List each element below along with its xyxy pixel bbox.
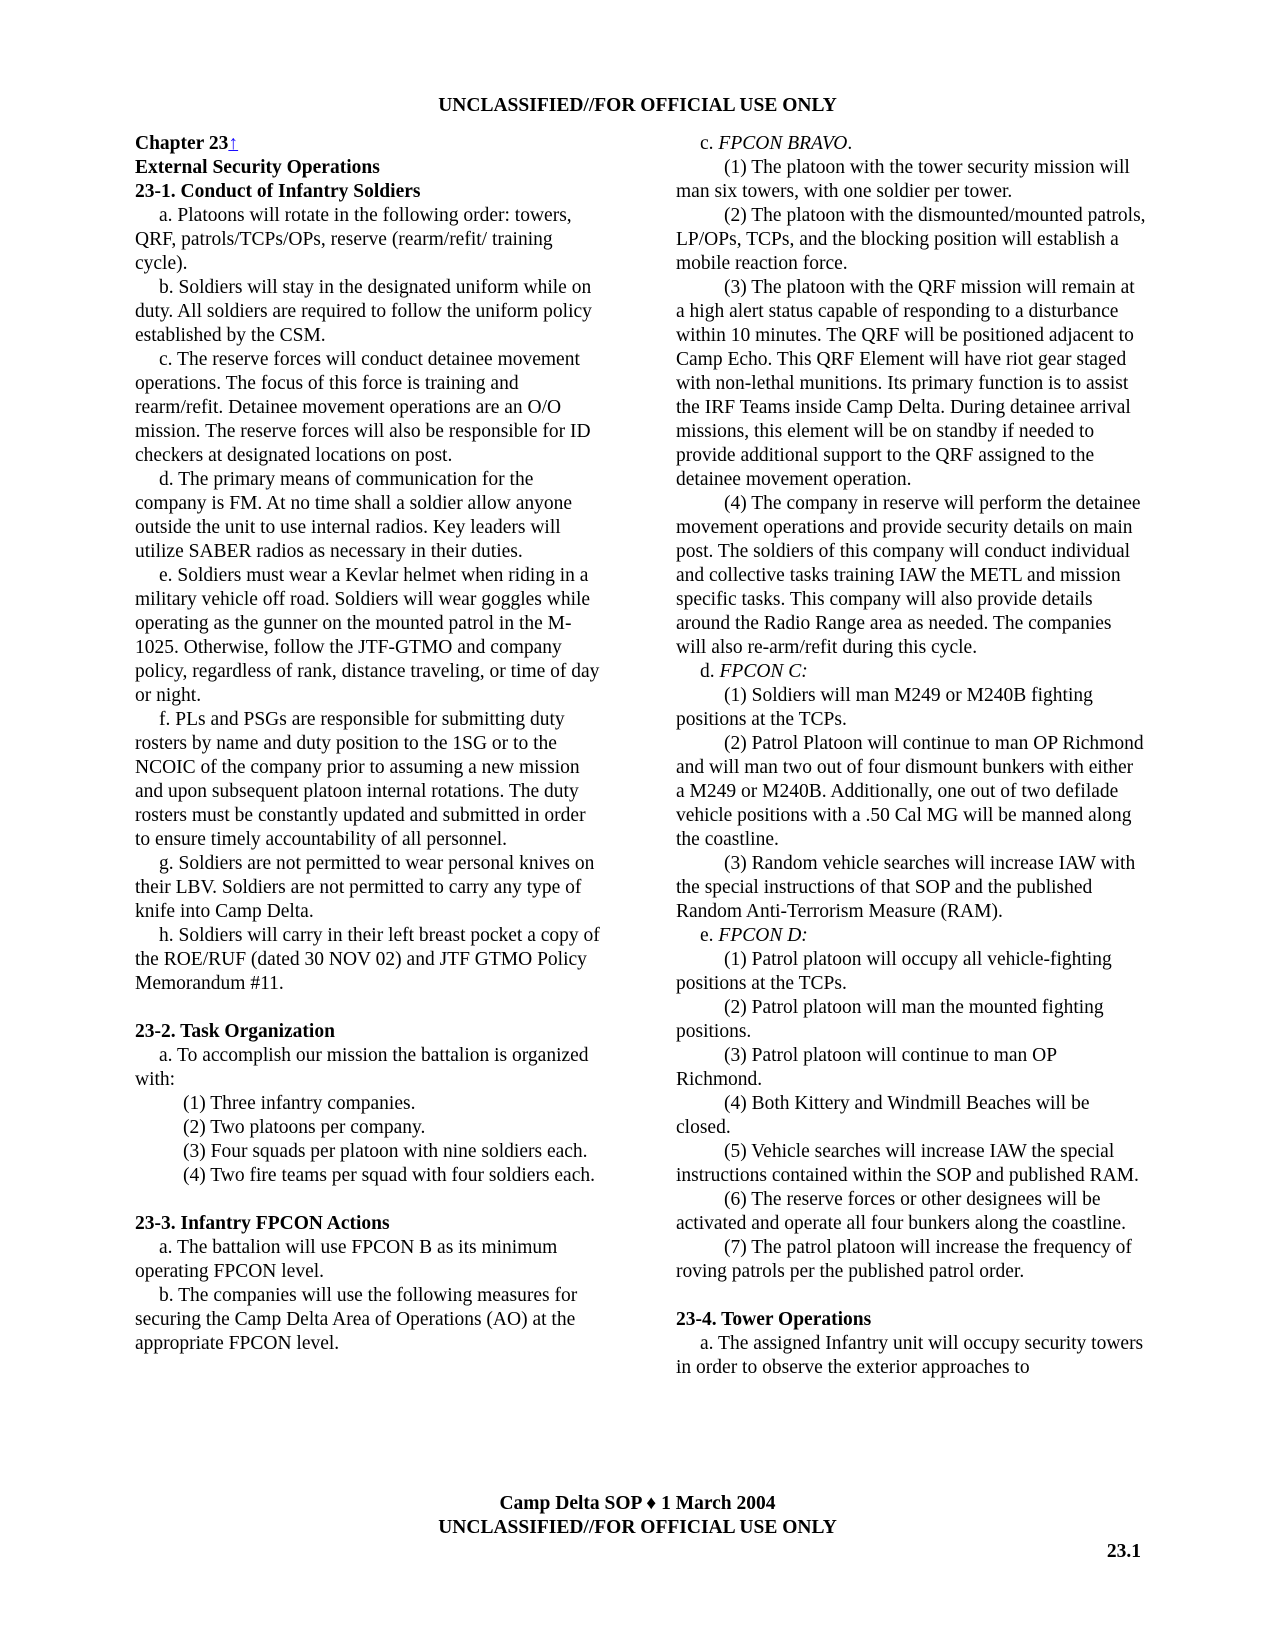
fpcon-d-title: FPCON D: bbox=[718, 925, 808, 946]
title-period: . bbox=[847, 133, 853, 154]
chapter-heading bbox=[135, 132, 605, 156]
paragraph-23-1-d: d. The primary means of communication for the company is FM. At no time shall a soldier allow anyone outside the unit to use internal radios. Key leaders will utilize SABER radios as necessary in their duties. bbox=[135, 469, 573, 562]
footer-document-title: Camp Delta SOP ♦ 1 March 2004 bbox=[499, 1493, 776, 1514]
right-column bbox=[676, 132, 1146, 1380]
item-label: e. bbox=[700, 925, 714, 946]
paragraph-23-3-b: b. The companies will use the following measures for securing the Camp Delta Area of Operations (AO) at the appropriate FPCON level. bbox=[135, 1285, 578, 1354]
section-heading-23-4: 23-4. Tower Operations bbox=[676, 1309, 872, 1330]
paragraph-e-5: (5) Vehicle searches will increase IAW the special instructions contained within the SOP and published RAM. bbox=[676, 1141, 1139, 1186]
paragraph-e-2: (2) Patrol platoon will man the mounted fighting positions. bbox=[676, 997, 1104, 1042]
paragraph-23-1-e: e. Soldiers must wear a Kevlar helmet when riding in a military vehicle off road. Soldiers will wear goggles while operating as the gunner on the mounted patrol in the M-1025. Otherwise, follow the JTF-GTMO and company policy, regardless of rank, distance traveling, or time of day or night. bbox=[135, 565, 600, 706]
paragraph-e-6: (6) The reserve forces or other designees will be activated and operate all four bunkers along the coastline. bbox=[676, 1189, 1126, 1234]
footer bbox=[0, 1492, 1275, 1540]
left-column bbox=[135, 132, 605, 1356]
paragraph-23-1-b: b. Soldiers will stay in the designated uniform while on duty. All soldiers are required to follow the uniform policy established by the CSM. bbox=[135, 277, 592, 346]
fpcon-bravo-title: FPCON BRAVO bbox=[718, 133, 848, 154]
paragraph-23-1-a: a. Platoons will rotate in the following order: towers, QRF, patrols/TCPs/OPs, reserve (rearm/refit/ training cycle). bbox=[135, 205, 572, 274]
paragraph-23-3-a: a. The battalion will use FPCON B as its minimum operating FPCON level. bbox=[135, 1237, 558, 1282]
up-arrow-link[interactable]: ↑ bbox=[228, 133, 239, 154]
paragraph-23-2-a-3: (3) Four squads per platoon with nine soldiers each. bbox=[183, 1141, 588, 1162]
paragraph-23-4-a: a. The assigned Infantry unit will occupy security towers in order to observe the exterior approaches to bbox=[676, 1333, 1144, 1378]
item-label: d. bbox=[700, 661, 715, 682]
spacer bbox=[676, 1284, 1146, 1308]
paragraph-c-4: (4) The company in reserve will perform the detainee movement operations and provide security details on main post. The soldiers of this company will conduct individual and collective tasks training IAW the METL and mission specific tasks. This company will also provide details around the Radio Range area as needed. The companies will also re-arm/refit during this cycle. bbox=[676, 493, 1141, 658]
paragraph-23-1-g: g. Soldiers are not permitted to wear personal knives on their LBV. Soldiers are not permitted to carry any type of knife into Camp Delta. bbox=[135, 853, 595, 922]
section-heading-23-3: 23-3. Infantry FPCON Actions bbox=[135, 1213, 390, 1234]
paragraph-23-2-a-4: (4) Two fire teams per squad with four soldiers each. bbox=[183, 1165, 595, 1186]
page-number: 23.1 bbox=[1106, 1541, 1141, 1562]
paragraph-d-1: (1) Soldiers will man M249 or M240B fighting positions at the TCPs. bbox=[676, 685, 1093, 730]
paragraph-c-3: (3) The platoon with the QRF mission will remain at a high alert status capable of responding to a disturbance within 10 minutes. The QRF will be positioned adjacent to Camp Echo. This QRF Element will have riot gear staged with non-lethal munitions. Its primary function is to assist the IRF Teams inside Camp Delta. During detainee arrival missions, this element will be on standby if needed to provide additional support to the QRF assigned to the detainee movement operation. bbox=[676, 277, 1135, 490]
header-classification: UNCLASSIFIED//FOR OFFICIAL USE ONLY bbox=[438, 95, 837, 116]
section-heading-23-1: 23-1. Conduct of Infantry Soldiers bbox=[135, 181, 421, 202]
paragraph-e-7: (7) The patrol platoon will increase the frequency of roving patrols per the published patrol order. bbox=[676, 1237, 1132, 1282]
paragraph-d-2: (2) Patrol Platoon will continue to man OP Richmond and will man two out of four dismount bunkers with either a M249 or M240B. Additionally, one out of two defilade vehicle positions with a .50 Cal MG will be manned along the coastline. bbox=[676, 733, 1144, 850]
subheading-fpcon-bravo bbox=[676, 132, 1146, 156]
paragraph-23-2-a-1: (1) Three infantry companies. bbox=[183, 1093, 416, 1114]
paragraph-23-2-a-2: (2) Two platoons per company. bbox=[183, 1117, 426, 1138]
paragraph-e-3: (3) Patrol platoon will continue to man OP Richmond. bbox=[676, 1045, 1057, 1090]
paragraph-23-1-h: h. Soldiers will carry in their left breast pocket a copy of the ROE/RUF (dated 30 NOV 02) and JTF GTMO Policy Memorandum #11. bbox=[135, 925, 600, 994]
paragraph-e-1: (1) Patrol platoon will occupy all vehicle-fighting positions at the TCPs. bbox=[676, 949, 1112, 994]
footer-classification: UNCLASSIFIED//FOR OFFICIAL USE ONLY bbox=[438, 1517, 837, 1538]
spacer bbox=[135, 1188, 605, 1212]
subheading-fpcon-d bbox=[676, 924, 1146, 948]
paragraph-23-2-a: a. To accomplish our mission the battalion is organized with: bbox=[135, 1045, 589, 1090]
paragraph-c-2: (2) The platoon with the dismounted/mounted patrols, LP/OPs, TCPs, and the blocking position will establish a mobile reaction force. bbox=[676, 205, 1146, 274]
fpcon-c-title: FPCON C: bbox=[719, 661, 808, 682]
chapter-title: External Security Operations bbox=[135, 157, 380, 178]
paragraph-e-4: (4) Both Kittery and Windmill Beaches will be closed. bbox=[676, 1093, 1090, 1138]
paragraph-c-1: (1) The platoon with the tower security mission will man six towers, with one soldier per tower. bbox=[676, 157, 1130, 202]
paragraph-d-3: (3) Random vehicle searches will increase IAW with the special instructions of that SOP and the published Random Anti-Terrorism Measure (RAM). bbox=[676, 853, 1136, 922]
paragraph-23-1-f: f. PLs and PSGs are responsible for submitting duty rosters by name and duty position to the 1SG or to the NCOIC of the company prior to assuming a new mission and upon subsequent platoon internal rotations. The duty rosters must be constantly updated and submitted in order to ensure timely accountability of all personnel. bbox=[135, 709, 586, 850]
item-label: c. bbox=[700, 133, 714, 154]
subheading-fpcon-c bbox=[676, 660, 1146, 684]
spacer bbox=[135, 996, 605, 1020]
chapter-number: Chapter 23 bbox=[135, 133, 229, 154]
paragraph-23-1-c: c. The reserve forces will conduct detainee movement operations. The focus of this force is training and rearm/refit. Detainee movement operations are an O/O mission. The reserve forces will also be responsible for ID checkers at designated locations on post. bbox=[135, 349, 591, 466]
section-heading-23-2: 23-2. Task Organization bbox=[135, 1021, 335, 1042]
